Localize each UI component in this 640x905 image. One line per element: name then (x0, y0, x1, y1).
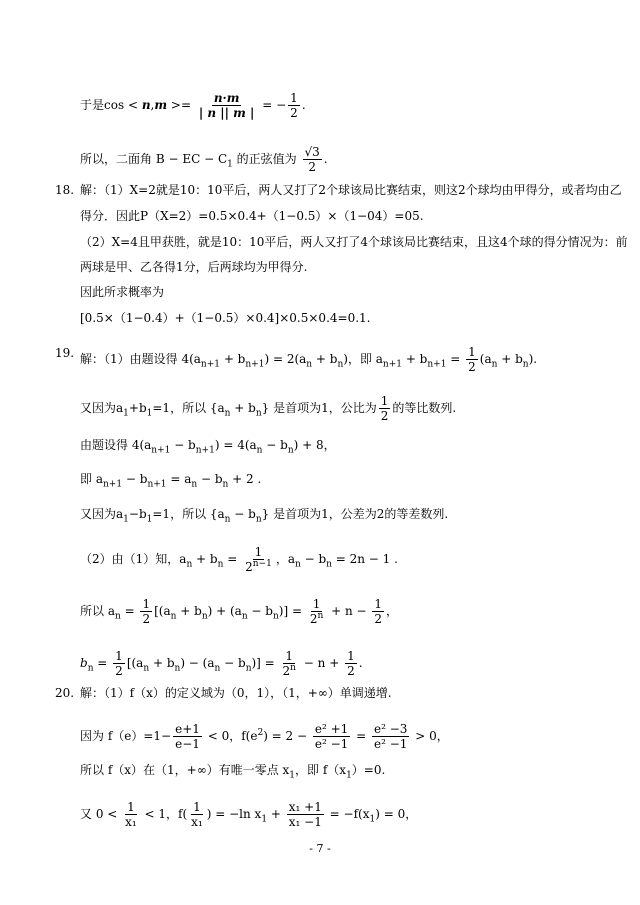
text-segment: ) = −ln x (206, 807, 262, 821)
superscript: n (290, 663, 296, 673)
denominator: 2 (115, 664, 123, 678)
period: . (301, 98, 306, 112)
text-segment: 因为 f（e）=1− (80, 729, 172, 743)
text-segment: )，即 a (343, 352, 383, 366)
text-segment: −b (128, 507, 147, 521)
text-segment: ) = 0， (375, 807, 418, 821)
text-segment: ，即 f（x (295, 763, 347, 777)
q20-line-2 (80, 722, 449, 751)
text-segment: = 2n − 1 . (331, 552, 398, 566)
denominator: 2 (142, 612, 151, 626)
subscript: n (174, 663, 181, 674)
numerator: 1 (347, 649, 355, 663)
text-segment: 所以 a (80, 604, 115, 618)
text-segment: [(a (126, 656, 144, 670)
dihedral-sine-line (80, 145, 328, 174)
numerator: √3 (304, 145, 320, 159)
q19-line-2 (80, 394, 456, 423)
fraction (287, 800, 324, 829)
text-segment: [(a (154, 604, 171, 618)
text-segment: = (223, 552, 242, 566)
text-segment: = −f(x (325, 807, 370, 821)
numerator: 1 (127, 800, 135, 814)
text-segment: ) + 8， (293, 438, 336, 452)
subscript: n+1 (427, 359, 447, 370)
denominator: 2 (347, 664, 355, 678)
text-segment: − n + (299, 656, 344, 670)
q19-line-8 (80, 649, 363, 678)
subscript: n (287, 445, 294, 456)
text-segment: = a (166, 472, 192, 486)
text-segment: . (358, 656, 363, 670)
fraction (379, 394, 391, 423)
numerator: 1 (254, 545, 263, 559)
subscript: n+1 (151, 445, 171, 456)
denominator: 2 (290, 106, 298, 120)
q18-paragraph-3: （2）X=4且甲获胜，就是10：10平后，两人又打了4个球该局比赛结束，且这4个球的得分情况为：前 (80, 235, 628, 249)
question-20-label: 20. (55, 686, 75, 700)
subscript: n (222, 479, 229, 490)
text-segment: − b (170, 438, 196, 452)
q18-paragraph-2: 得分．因此P（X=2）=0.5×0.4+（1−0.5）×（1−04）=05. (80, 209, 424, 223)
subscript: n (87, 663, 94, 674)
denominator-base: 2 (282, 664, 291, 678)
subscript: n (201, 611, 208, 622)
text-segment: − b (197, 472, 223, 486)
fraction (372, 722, 409, 751)
subscript: n (522, 359, 529, 370)
text-segment: < 1，f( (140, 807, 188, 821)
denominator: 2 (380, 409, 389, 423)
question-18-label: 18. (55, 183, 75, 197)
fraction (313, 722, 350, 751)
subscript: 1 (123, 408, 129, 419)
text-segment: + b (402, 352, 428, 366)
fraction (123, 800, 139, 829)
denominator: e−1 (175, 737, 200, 751)
page-number: - 7 - (309, 842, 331, 855)
subscript: 1 (227, 159, 233, 170)
numerator: 1 (193, 800, 201, 814)
text-segment: ）=0. (351, 763, 386, 777)
q18-paragraph-1: 解：（1）X=2就是10：10平后，两人又打了2个球该局比赛结束，则这2个球均由甲得分，或者均由乙 (80, 183, 622, 197)
text-segment: − b (230, 507, 256, 521)
text-segment: 于是 (80, 98, 105, 112)
subscript: n (272, 611, 279, 622)
subscript: n (114, 611, 121, 622)
text-segment: = (120, 604, 139, 618)
text-segment: ) − (a (180, 656, 215, 670)
subscript: n (255, 408, 262, 419)
subscript: 1 (369, 814, 376, 825)
text-segment: )] = (251, 656, 279, 670)
subscript: n (306, 359, 313, 370)
text-segment: < 0，f(e (203, 729, 258, 743)
fraction (189, 800, 205, 829)
text-segment: + b (497, 352, 523, 366)
denominator: | n || m | (198, 106, 255, 120)
denominator: 2 (468, 360, 476, 374)
fraction (113, 649, 125, 678)
text-segment: = (93, 656, 112, 670)
subscript: n+1 (102, 479, 123, 490)
q20-line-3 (80, 762, 386, 781)
text-segment: 又因为a (80, 507, 124, 521)
lt-sign: < (124, 98, 142, 112)
text-segment: − b (247, 604, 273, 618)
subscript: n (143, 663, 150, 674)
subscript: n (186, 559, 193, 570)
numerator: 1 (312, 597, 321, 611)
subscript: n (224, 408, 231, 419)
denominator: x₁ (191, 815, 203, 829)
text-segment: − b (262, 438, 288, 452)
text-segment: + b (176, 604, 202, 618)
numerator: x₁ +1 (288, 800, 322, 814)
subscript: n+1 (245, 359, 265, 370)
vector-m: m (154, 98, 168, 112)
numerator: e+1 (175, 722, 200, 736)
subscript: n (214, 663, 221, 674)
text-segment: + b (312, 352, 338, 366)
subscript: n (491, 359, 498, 370)
subscript: 1 (289, 770, 296, 781)
text-segment: 的等比数列. (392, 401, 457, 415)
text-segment: ) + (a (207, 604, 242, 618)
equals: = − (258, 98, 287, 112)
text-segment: ) = 2(a (264, 352, 307, 366)
fraction (243, 545, 274, 574)
q19-line-1 (80, 345, 537, 374)
denominator (281, 664, 298, 678)
numerator: e² −3 (373, 722, 408, 736)
q19-line-5 (80, 506, 449, 525)
superscript: n (317, 611, 324, 621)
q20-line-1: 解：（1）f（x）的定义域为（0，1），（1，+∞）单调递增. (80, 686, 392, 700)
text-segment: = (352, 729, 370, 743)
subscript: n (256, 445, 263, 456)
text-segment: + 2 . (228, 472, 262, 486)
subscript: n (255, 514, 262, 525)
text-segment: b (80, 656, 88, 670)
numerator: e² +1 (314, 722, 349, 736)
superscript: 2 (257, 728, 264, 738)
numerator: 1 (285, 649, 294, 663)
denominator: 2 (374, 612, 383, 626)
q19-line-3 (80, 437, 336, 456)
subscript: 1 (146, 514, 153, 525)
q18-paragraph-5: 因此所求概率为 (80, 285, 165, 299)
text-segment: =1，所以 {a (152, 401, 225, 415)
denominator (243, 560, 274, 574)
subscript: n+1 (195, 445, 215, 456)
subscript: 1 (146, 408, 153, 419)
gt-sign: >= (167, 98, 195, 112)
q18-paragraph-6: [0.5×（1−0.4）+（1−0.5）×0.4]×0.5×0.4=0.1. (80, 311, 371, 325)
numerator: 1 (468, 345, 476, 359)
text-segment: ) = 4(a (214, 438, 257, 452)
numerator: 1 (374, 597, 383, 611)
fraction (303, 145, 322, 174)
text-segment: } 是首项为1，公差为2的等差数列. (261, 507, 449, 521)
text-segment: = (446, 352, 465, 366)
text-segment: } 是首项为1，公比为 (261, 401, 377, 415)
denominator-base: 2 (245, 560, 253, 574)
text-segment: (a (479, 352, 492, 366)
comma: , (150, 98, 155, 112)
text-segment: )] = (278, 604, 306, 618)
text-segment: ) = 2 − (263, 729, 311, 743)
subscript: n+1 (200, 359, 220, 370)
cos-text: cos (104, 98, 125, 112)
numerator: 1 (380, 394, 389, 408)
subscript: n (170, 611, 177, 622)
text-segment: 由题设得 4(a (80, 438, 152, 452)
subscript: n+1 (382, 359, 402, 370)
text-segment: + (267, 807, 285, 821)
q19-line-7 (80, 597, 398, 626)
fraction (140, 597, 152, 626)
cos-angle-line (80, 91, 306, 120)
text-segment: − b (122, 472, 148, 486)
denominator-base: 2 (309, 612, 318, 626)
text-segment: + n − (327, 604, 371, 618)
fraction (173, 722, 202, 751)
text-segment: 的正弦值为 (232, 152, 297, 166)
text-segment: ， (386, 604, 399, 618)
period: . (323, 152, 328, 166)
q20-line-4 (80, 800, 417, 829)
subscript: n (245, 663, 252, 674)
numerator: n·m (213, 91, 240, 105)
q18-paragraph-4: 两球是甲、乙各得1分，后两球均为甲得分. (80, 260, 308, 274)
text-segment: 所以 f（x）在（1，+∞）有唯一零点 x (80, 763, 290, 777)
text-segment: 即 a (80, 472, 103, 486)
text-segment: ，a (275, 552, 295, 566)
vector-n: n (141, 98, 151, 112)
q19-line-4 (80, 471, 262, 490)
numerator: 1 (290, 91, 298, 105)
fraction (466, 345, 478, 374)
text-segment: 解：（1）由题设得 4(a (80, 352, 201, 366)
superscript: n−1 (252, 559, 272, 569)
denominator: x₁ (125, 815, 137, 829)
denominator: e² −1 (373, 737, 408, 751)
numerator: 1 (115, 649, 123, 663)
subscript: n (217, 559, 224, 570)
subscript: n (326, 559, 332, 570)
subscript: n (241, 611, 248, 622)
subscript: n+1 (147, 479, 167, 490)
question-19-label: 19. (55, 346, 75, 360)
text-segment: > 0， (411, 729, 449, 743)
text-segment: − b (220, 656, 246, 670)
subscript: n (191, 479, 198, 490)
text-segment: 所以，二面角 B − EC − C (80, 152, 228, 166)
denominator: 2 (308, 160, 316, 174)
text-segment: 又 0 < (80, 807, 122, 821)
text-segment: =1，所以 {a (152, 507, 225, 521)
subscript: n (224, 514, 231, 525)
fraction (345, 649, 357, 678)
text-segment: − b (300, 552, 327, 566)
text-segment: + b (220, 352, 246, 366)
fraction (281, 649, 298, 678)
fraction (308, 597, 325, 626)
numerator: 1 (142, 597, 151, 611)
denominator: e² −1 (314, 737, 349, 751)
subscript: 1 (123, 514, 129, 525)
q19-line-6 (80, 545, 398, 574)
denominator (308, 612, 325, 626)
text-segment: + b (230, 401, 256, 415)
subscript: n (337, 359, 344, 370)
fraction (197, 91, 257, 120)
text-segment: （2）由（1）知，a (80, 552, 187, 566)
fraction (372, 597, 384, 626)
subscript: 1 (261, 814, 268, 825)
subscript: 1 (346, 770, 352, 781)
text-segment: 又因为a (80, 401, 124, 415)
subscript: n (294, 559, 301, 570)
denominator: x₁ −1 (288, 815, 322, 829)
text-segment: +b (128, 401, 147, 415)
text-segment: + b (149, 656, 175, 670)
fraction (288, 91, 300, 120)
text-segment: + b (192, 552, 218, 566)
text-segment: ). (528, 352, 538, 366)
